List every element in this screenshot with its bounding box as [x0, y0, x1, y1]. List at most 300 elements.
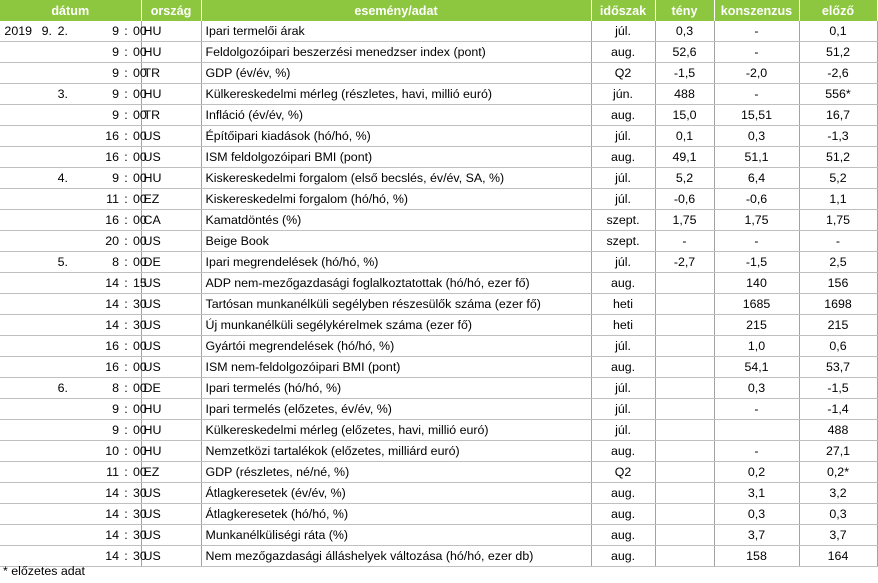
- consensus-cell: 3,1: [714, 483, 799, 504]
- table-row: [0, 441, 877, 462]
- time-hour: 9: [112, 108, 119, 122]
- period-cell: heti: [591, 315, 655, 336]
- date-cell: [0, 63, 88, 84]
- actual-cell: 0,3: [655, 21, 714, 42]
- date-day: 2.: [57, 24, 68, 38]
- country-cell: EZ: [141, 462, 201, 483]
- actual-cell: [655, 525, 714, 546]
- table-row: [0, 483, 877, 504]
- date-cell: [0, 231, 88, 252]
- previous-cell: 0,1: [799, 21, 877, 42]
- actual-cell: [655, 483, 714, 504]
- previous-cell: 156: [799, 273, 877, 294]
- table-row: [0, 378, 877, 399]
- time-cell: [88, 294, 147, 315]
- period-cell: aug.: [591, 42, 655, 63]
- time-separator: :: [124, 549, 128, 563]
- period-cell: aug.: [591, 441, 655, 462]
- date-cell: [0, 483, 88, 504]
- period-cell: jún.: [591, 84, 655, 105]
- country-cell: HU: [141, 441, 201, 462]
- consensus-cell: -: [714, 42, 799, 63]
- consensus-cell: -2,0: [714, 63, 799, 84]
- previous-cell: -1,5: [799, 378, 877, 399]
- event-cell: Új munkanélküli segélykérelmek száma (ezer fő): [201, 315, 591, 336]
- time-separator: :: [124, 192, 128, 206]
- country-cell: US: [141, 546, 201, 567]
- previous-cell: 51,2: [799, 147, 877, 168]
- time-hour: 16: [105, 339, 119, 353]
- table-row: [0, 84, 877, 105]
- date-year: 2019: [4, 24, 32, 38]
- period-cell: szept.: [591, 231, 655, 252]
- time-separator: :: [124, 129, 128, 143]
- previous-cell: 215: [799, 315, 877, 336]
- actual-cell: [655, 462, 714, 483]
- actual-cell: 5,2: [655, 168, 714, 189]
- date-cell: [0, 126, 88, 147]
- date-cell: [0, 105, 88, 126]
- consensus-cell: 0,3: [714, 378, 799, 399]
- time-hour: 10: [105, 444, 119, 458]
- time-hour: 14: [105, 549, 119, 563]
- country-cell: US: [141, 315, 201, 336]
- previous-cell: -1,4: [799, 399, 877, 420]
- time-cell: [88, 504, 147, 525]
- previous-cell: -2,6: [799, 63, 877, 84]
- period-cell: aug.: [591, 105, 655, 126]
- time-minute: 00: [133, 192, 147, 206]
- table-row: [0, 21, 877, 42]
- time-minute: 00: [133, 24, 147, 38]
- time-minute: 30: [133, 297, 147, 311]
- previous-cell: 16,7: [799, 105, 877, 126]
- date-day: 5.: [57, 255, 68, 269]
- period-cell: szept.: [591, 210, 655, 231]
- consensus-cell: 1,75: [714, 210, 799, 231]
- event-cell: Ipari termelés (hó/hó, %): [201, 378, 591, 399]
- actual-cell: [655, 504, 714, 525]
- time-separator: :: [124, 444, 128, 458]
- event-cell: Feldolgozóipari beszerzési menedzser index (pont): [201, 42, 591, 63]
- time-minute: 00: [133, 339, 147, 353]
- time-minute: 30: [133, 318, 147, 332]
- table-row: [0, 231, 877, 252]
- event-cell: Átlagkeresetek (hó/hó, %): [201, 504, 591, 525]
- time-cell: [88, 483, 147, 504]
- consensus-cell: 215: [714, 315, 799, 336]
- period-cell: júl.: [591, 399, 655, 420]
- period-cell: aug.: [591, 483, 655, 504]
- actual-cell: 15,0: [655, 105, 714, 126]
- time-cell: [88, 336, 147, 357]
- country-cell: US: [141, 525, 201, 546]
- time-minute: 00: [133, 45, 147, 59]
- time-separator: :: [124, 87, 128, 101]
- country-cell: TR: [141, 63, 201, 84]
- table-row: [0, 315, 877, 336]
- time-cell: [88, 315, 147, 336]
- country-cell: HU: [141, 168, 201, 189]
- previous-cell: 53,7: [799, 357, 877, 378]
- table-row: [0, 357, 877, 378]
- time-hour: 14: [105, 528, 119, 542]
- period-cell: Q2: [591, 462, 655, 483]
- event-cell: Infláció (év/év, %): [201, 105, 591, 126]
- table-row: [0, 546, 877, 567]
- time-hour: 9: [112, 87, 119, 101]
- time-cell: [88, 420, 147, 441]
- date-cell: [0, 357, 88, 378]
- event-cell: ISM feldolgozóipari BMI (pont): [201, 147, 591, 168]
- time-cell: [88, 462, 147, 483]
- time-separator: :: [124, 507, 128, 521]
- time-hour: 20: [105, 234, 119, 248]
- period-cell: júl.: [591, 336, 655, 357]
- period-cell: júl.: [591, 189, 655, 210]
- event-cell: Nemzetközi tartalékok (előzetes, milliárd euró): [201, 441, 591, 462]
- previous-cell: 0,2*: [799, 462, 877, 483]
- country-cell: HU: [141, 42, 201, 63]
- actual-cell: -: [655, 231, 714, 252]
- country-cell: HU: [141, 420, 201, 441]
- header-actual: tény: [655, 0, 714, 21]
- time-cell: [88, 399, 147, 420]
- time-hour: 14: [105, 297, 119, 311]
- event-cell: ADP nem-mezőgazdasági foglalkoztatottak (hó/hó, ezer fő): [201, 273, 591, 294]
- consensus-cell: -: [714, 84, 799, 105]
- period-cell: júl.: [591, 168, 655, 189]
- table-row: [0, 294, 877, 315]
- time-minute: 30: [133, 486, 147, 500]
- date-day: 6.: [57, 381, 68, 395]
- time-cell: [88, 84, 147, 105]
- header-row: [0, 0, 877, 21]
- table-row: [0, 504, 877, 525]
- table-row: [0, 126, 877, 147]
- event-cell: GDP (év/év, %): [201, 63, 591, 84]
- actual-cell: 52,6: [655, 42, 714, 63]
- consensus-cell: 1,0: [714, 336, 799, 357]
- consensus-cell: -: [714, 231, 799, 252]
- country-cell: DE: [141, 378, 201, 399]
- time-separator: :: [124, 528, 128, 542]
- date-cell: [0, 315, 88, 336]
- time-separator: :: [124, 297, 128, 311]
- previous-cell: 556*: [799, 84, 877, 105]
- header-period: időszak: [591, 0, 655, 21]
- time-cell: [88, 441, 147, 462]
- consensus-cell: 54,1: [714, 357, 799, 378]
- time-cell: [88, 63, 147, 84]
- time-cell: [88, 42, 147, 63]
- time-hour: 14: [105, 276, 119, 290]
- time-cell: [88, 357, 147, 378]
- time-minute: 30: [133, 528, 147, 542]
- country-cell: US: [141, 357, 201, 378]
- time-hour: 9: [112, 171, 119, 185]
- table-row: [0, 420, 877, 441]
- event-cell: Kiskereskedelmi forgalom (hó/hó, %): [201, 189, 591, 210]
- date-month: 9.: [41, 24, 52, 38]
- period-cell: aug.: [591, 357, 655, 378]
- time-separator: :: [124, 360, 128, 374]
- time-minute: 00: [133, 444, 147, 458]
- table-row: [0, 462, 877, 483]
- time-cell: [88, 273, 147, 294]
- period-cell: júl.: [591, 378, 655, 399]
- date-cell: [0, 147, 88, 168]
- period-cell: júl.: [591, 21, 655, 42]
- event-cell: Munkanélküliségi ráta (%): [201, 525, 591, 546]
- footnote: * előzetes adat: [3, 564, 85, 578]
- table-row: [0, 336, 877, 357]
- country-cell: HU: [141, 21, 201, 42]
- actual-cell: [655, 357, 714, 378]
- actual-cell: [655, 273, 714, 294]
- date-cell: [0, 504, 88, 525]
- actual-cell: 1,75: [655, 210, 714, 231]
- previous-cell: 488: [799, 420, 877, 441]
- period-cell: aug.: [591, 147, 655, 168]
- time-hour: 16: [105, 213, 119, 227]
- date-cell: [0, 378, 88, 399]
- period-cell: júl.: [591, 420, 655, 441]
- date-cell: [0, 420, 88, 441]
- time-separator: :: [124, 108, 128, 122]
- period-cell: Q2: [591, 63, 655, 84]
- country-cell: US: [141, 336, 201, 357]
- time-separator: :: [124, 339, 128, 353]
- time-minute: 00: [133, 423, 147, 437]
- time-hour: 9: [112, 45, 119, 59]
- event-cell: Kamatdöntés (%): [201, 210, 591, 231]
- time-minute: 15: [133, 276, 147, 290]
- actual-cell: [655, 399, 714, 420]
- previous-cell: -: [799, 231, 877, 252]
- date-cell: [0, 273, 88, 294]
- consensus-cell: 6,4: [714, 168, 799, 189]
- date-cell: [0, 336, 88, 357]
- event-cell: Építőipari kiadások (hó/hó, %): [201, 126, 591, 147]
- previous-cell: 1,1: [799, 189, 877, 210]
- table-row: [0, 189, 877, 210]
- time-cell: [88, 231, 147, 252]
- previous-cell: 1698: [799, 294, 877, 315]
- date-cell: [0, 210, 88, 231]
- time-separator: :: [124, 318, 128, 332]
- previous-cell: 5,2: [799, 168, 877, 189]
- consensus-cell: 15,51: [714, 105, 799, 126]
- table-row: [0, 147, 877, 168]
- consensus-cell: 51,1: [714, 147, 799, 168]
- time-cell: [88, 210, 147, 231]
- time-minute: 00: [133, 255, 147, 269]
- time-separator: :: [124, 213, 128, 227]
- country-cell: HU: [141, 399, 201, 420]
- time-hour: 8: [112, 381, 119, 395]
- table-row: [0, 42, 877, 63]
- consensus-cell: 158: [714, 546, 799, 567]
- event-cell: Kiskereskedelmi forgalom (első becslés, év/év, SA, %): [201, 168, 591, 189]
- calendar-body: [0, 21, 877, 567]
- consensus-cell: -1,5: [714, 252, 799, 273]
- header-event: esemény/adat: [201, 0, 591, 21]
- time-hour: 16: [105, 150, 119, 164]
- previous-cell: 3,7: [799, 525, 877, 546]
- time-separator: :: [124, 381, 128, 395]
- event-cell: Ipari termelői árak: [201, 21, 591, 42]
- time-minute: 00: [133, 402, 147, 416]
- time-minute: 00: [133, 213, 147, 227]
- time-hour: 8: [112, 255, 119, 269]
- time-hour: 9: [112, 423, 119, 437]
- time-minute: 00: [133, 66, 147, 80]
- date-cell: [0, 42, 88, 63]
- previous-cell: 51,2: [799, 42, 877, 63]
- consensus-cell: 0,3: [714, 126, 799, 147]
- country-cell: DE: [141, 252, 201, 273]
- date-cell: [0, 462, 88, 483]
- header-country: ország: [141, 0, 201, 21]
- date-cell: [0, 399, 88, 420]
- time-cell: [88, 252, 147, 273]
- actual-cell: -0,6: [655, 189, 714, 210]
- time-cell: [88, 105, 147, 126]
- time-cell: [88, 21, 147, 42]
- period-cell: aug.: [591, 504, 655, 525]
- table-row: [0, 273, 877, 294]
- event-cell: Átlagkeresetek (év/év, %): [201, 483, 591, 504]
- event-cell: Gyártói megrendelések (hó/hó, %): [201, 336, 591, 357]
- consensus-cell: -: [714, 399, 799, 420]
- previous-cell: 164: [799, 546, 877, 567]
- country-cell: US: [141, 483, 201, 504]
- time-separator: :: [124, 255, 128, 269]
- event-cell: Nem mezőgazdasági álláshelyek változása (hó/hó, ezer db): [201, 546, 591, 567]
- period-cell: júl.: [591, 126, 655, 147]
- country-cell: US: [141, 126, 201, 147]
- time-hour: 9: [112, 66, 119, 80]
- country-cell: US: [141, 147, 201, 168]
- previous-cell: 0,6: [799, 336, 877, 357]
- actual-cell: [655, 315, 714, 336]
- date-cell: [0, 189, 88, 210]
- country-cell: US: [141, 273, 201, 294]
- header-consensus: konszenzus: [714, 0, 799, 21]
- consensus-cell: -0,6: [714, 189, 799, 210]
- time-cell: [88, 546, 147, 567]
- time-hour: 11: [106, 192, 119, 206]
- time-separator: :: [124, 423, 128, 437]
- table-row: [0, 252, 877, 273]
- actual-cell: [655, 441, 714, 462]
- time-separator: :: [124, 45, 128, 59]
- time-separator: :: [124, 171, 128, 185]
- time-hour: 14: [105, 318, 119, 332]
- time-separator: :: [124, 402, 128, 416]
- time-cell: [88, 126, 147, 147]
- country-cell: EZ: [141, 189, 201, 210]
- time-hour: 9: [112, 402, 119, 416]
- country-cell: US: [141, 504, 201, 525]
- event-cell: Ipari megrendelések (hó/hó, %): [201, 252, 591, 273]
- date-day: 4.: [57, 171, 68, 185]
- time-separator: :: [124, 486, 128, 500]
- date-cell: [0, 84, 88, 105]
- actual-cell: [655, 546, 714, 567]
- time-minute: 00: [133, 381, 147, 395]
- time-minute: 30: [133, 507, 147, 521]
- time-separator: :: [124, 234, 128, 248]
- date-cell: [0, 525, 88, 546]
- header-date: dátum: [0, 0, 141, 21]
- header-previous: előző: [799, 0, 877, 21]
- time-separator: :: [124, 66, 128, 80]
- event-cell: Külkereskedelmi mérleg (részletes, havi, millió euró): [201, 84, 591, 105]
- time-separator: :: [124, 465, 128, 479]
- actual-cell: [655, 336, 714, 357]
- consensus-cell: 3,7: [714, 525, 799, 546]
- time-minute: 00: [133, 150, 147, 164]
- date-cell: [0, 168, 88, 189]
- previous-cell: 27,1: [799, 441, 877, 462]
- table-row: [0, 525, 877, 546]
- consensus-cell: 0,3: [714, 504, 799, 525]
- time-minute: 00: [133, 360, 147, 374]
- time-separator: :: [124, 24, 128, 38]
- date-cell: [0, 21, 88, 42]
- actual-cell: -2,7: [655, 252, 714, 273]
- table-row: [0, 105, 877, 126]
- period-cell: aug.: [591, 546, 655, 567]
- previous-cell: 2,5: [799, 252, 877, 273]
- time-minute: 00: [133, 234, 147, 248]
- consensus-cell: 1685: [714, 294, 799, 315]
- actual-cell: -1,5: [655, 63, 714, 84]
- time-cell: [88, 189, 147, 210]
- consensus-cell: -: [714, 21, 799, 42]
- consensus-cell: 0,2: [714, 462, 799, 483]
- event-cell: Külkereskedelmi mérleg (előzetes, havi, millió euró): [201, 420, 591, 441]
- table-row: [0, 168, 877, 189]
- period-cell: aug.: [591, 525, 655, 546]
- time-hour: 11: [106, 465, 119, 479]
- time-cell: [88, 147, 147, 168]
- time-hour: 14: [105, 507, 119, 521]
- time-separator: :: [124, 276, 128, 290]
- time-hour: 14: [105, 486, 119, 500]
- actual-cell: [655, 420, 714, 441]
- actual-cell: [655, 294, 714, 315]
- time-cell: [88, 168, 147, 189]
- time-hour: 16: [105, 360, 119, 374]
- time-minute: 00: [133, 129, 147, 143]
- country-cell: TR: [141, 105, 201, 126]
- time-minute: 00: [133, 465, 147, 479]
- event-cell: GDP (részletes, né/né, %): [201, 462, 591, 483]
- consensus-cell: -: [714, 441, 799, 462]
- event-cell: Tartósan munkanélküli segélyben részesülők száma (ezer fő): [201, 294, 591, 315]
- previous-cell: 1,75: [799, 210, 877, 231]
- date-cell: [0, 294, 88, 315]
- country-cell: US: [141, 294, 201, 315]
- table-row: [0, 63, 877, 84]
- date-day: 3.: [57, 87, 68, 101]
- period-cell: heti: [591, 294, 655, 315]
- previous-cell: 0,3: [799, 504, 877, 525]
- period-cell: júl.: [591, 252, 655, 273]
